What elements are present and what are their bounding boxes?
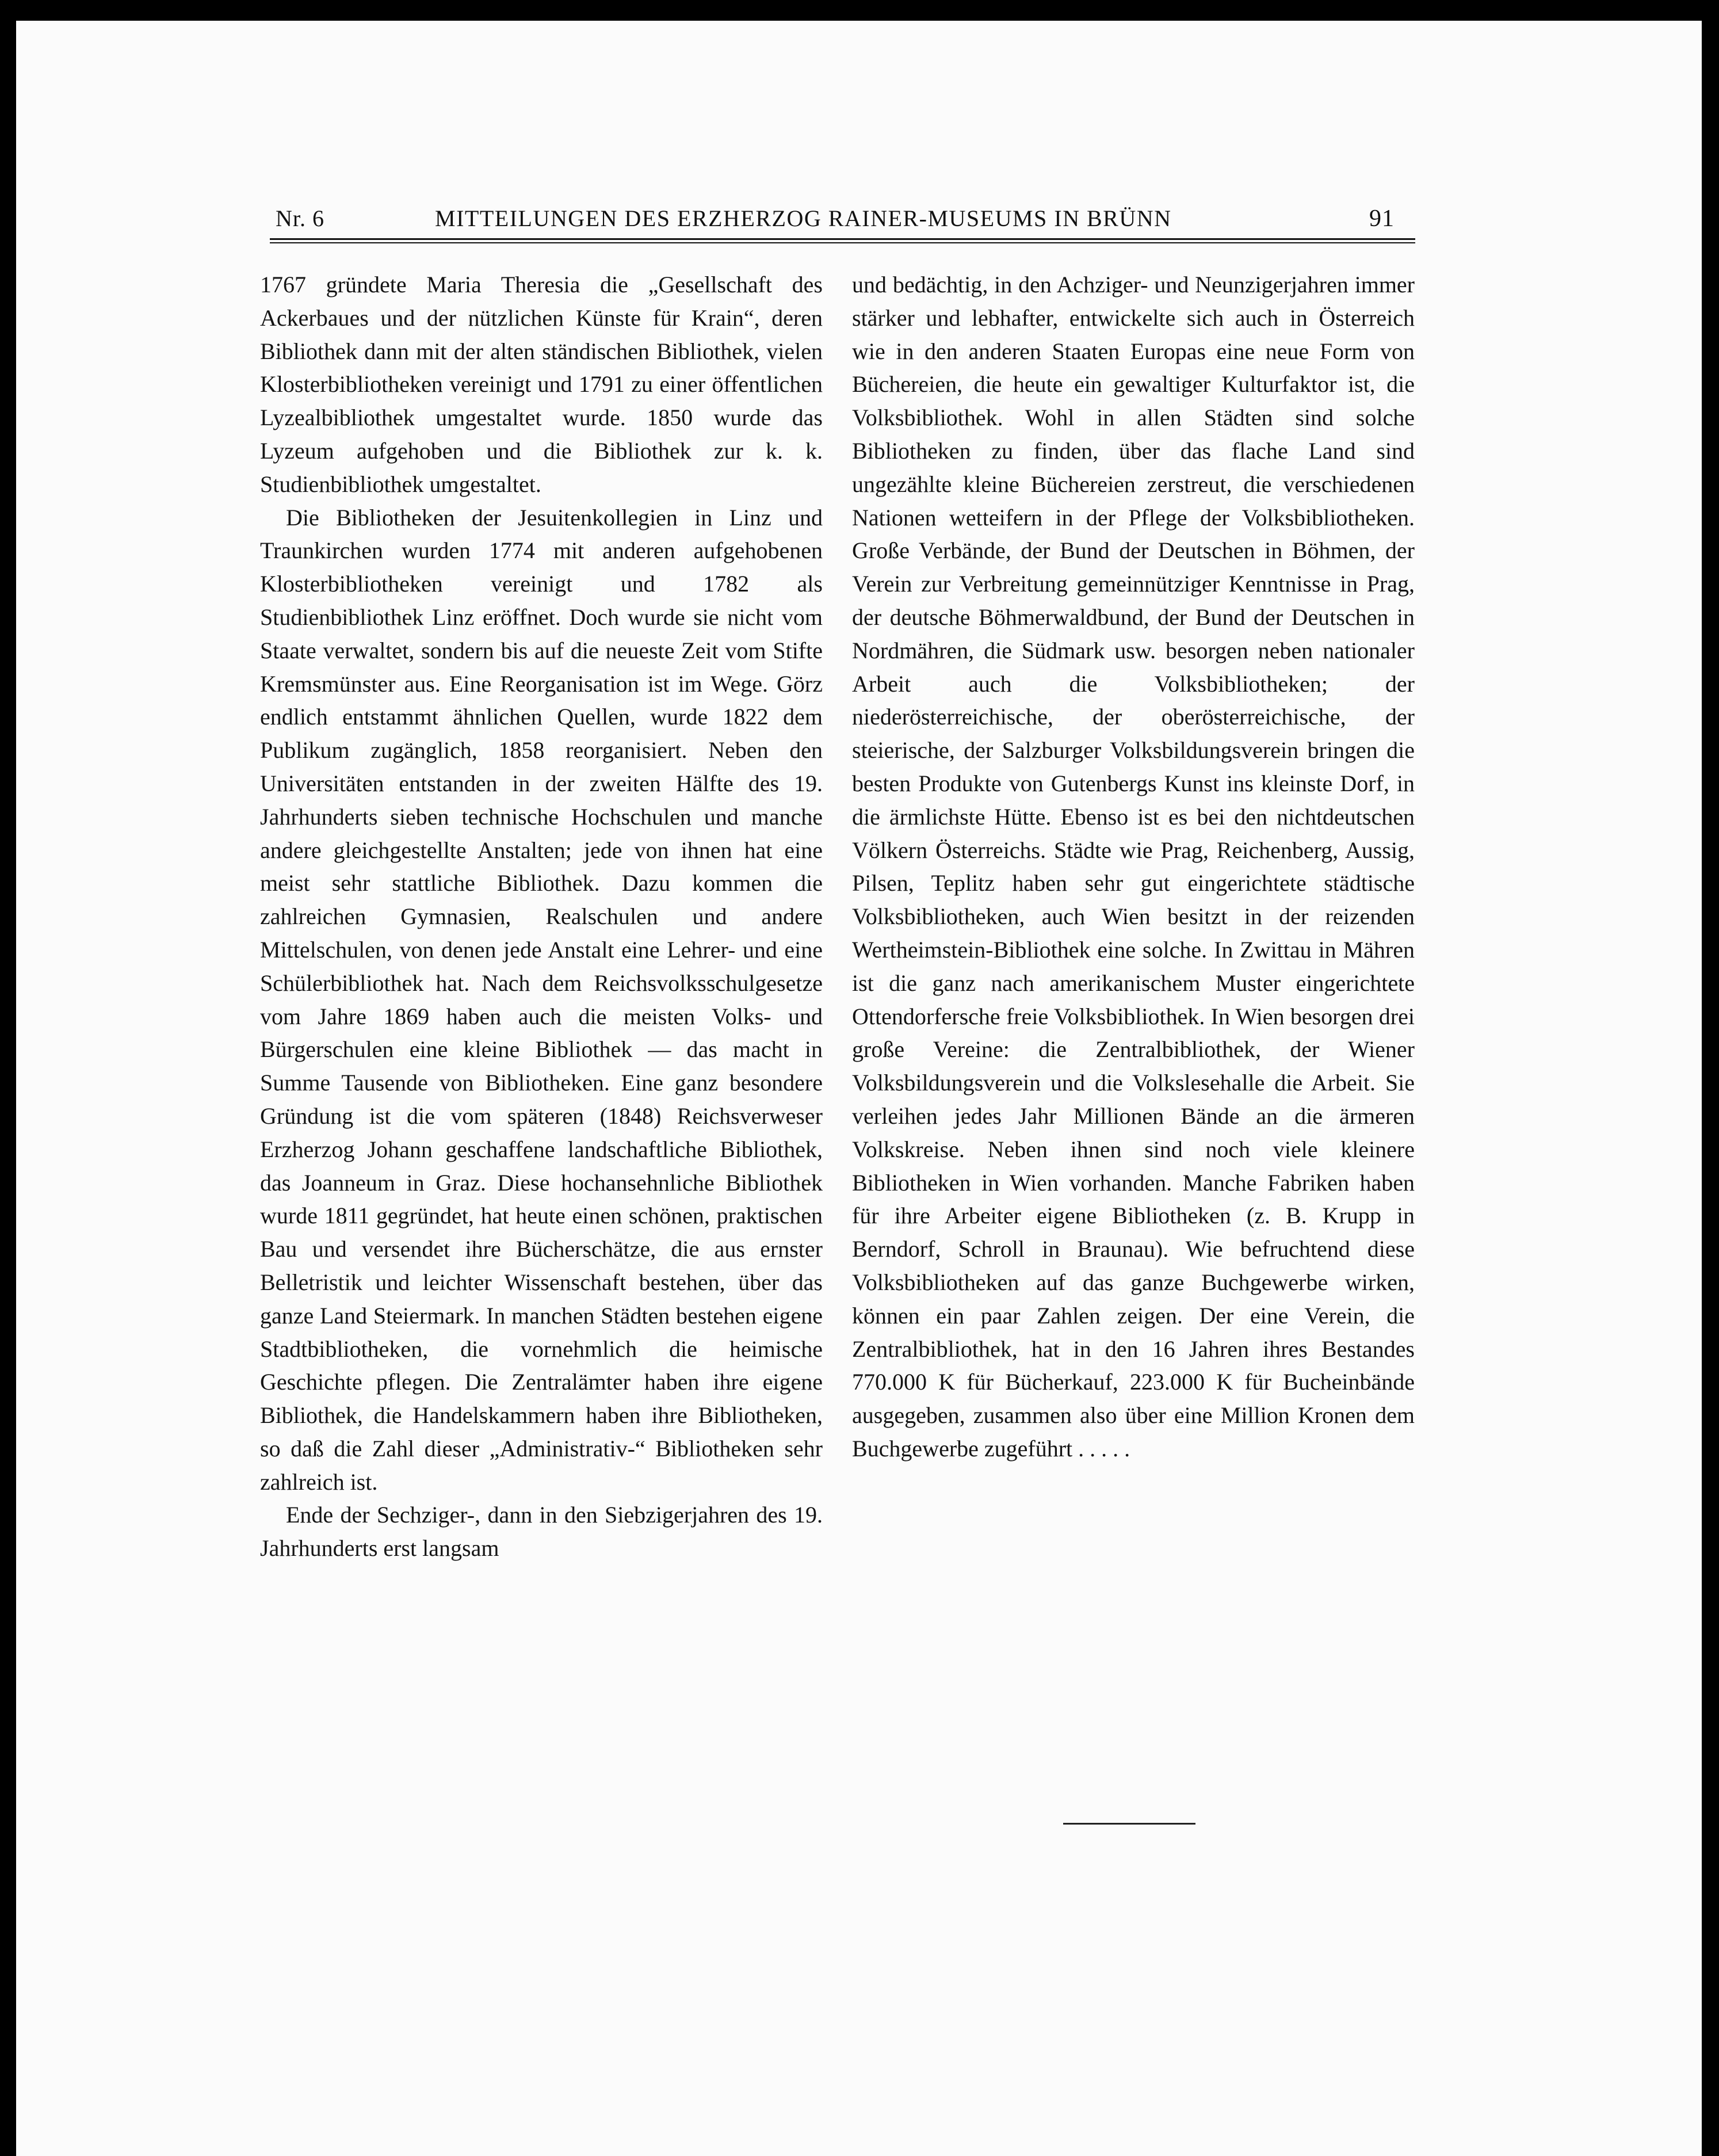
left-column — [260, 268, 823, 1565]
header-rule — [270, 238, 1415, 240]
journal-title: MITTEILUNGEN DES ERZHERZOG RAINER-MUSEUMS IN BRÜNN — [435, 205, 1172, 231]
page-number: 91 — [1369, 205, 1395, 232]
section-end-rule — [1063, 1823, 1195, 1825]
paragraph: Ende der Sechziger-, dann in den Siebzigerjahren des 19. Jahrhunderts erst langsam — [260, 1502, 823, 1562]
issue-number: Nr. 6 — [276, 205, 324, 231]
paragraph: und bedächtig, in den Achziger- und Neunzigerjahren immer stärker und lebhafter, entwickelte sich auch in Österreich wie in den anderen Staaten Europas eine neue Form von Büchereien, die heute ein gewaltiger Kulturfaktor ist, die Volksbibliothek. Wohl in allen Städten sind solche Bibliotheken zu finden, über das flache Land sind ungezählte kleine Büchereien zerstreut, die verschiedenen Nationen wetteifern in der Pflege der Volksbibliotheken. Große Verbände, der Bund der Deutschen in Böhmen, der Verein zur Verbreitung gemeinnütziger Kenntnisse in Prag, der deutsche Böhmerwaldbund, der Bund der Deutschen in Nordmähren, die Südmark usw. besorgen neben nationaler Arbeit auch die Volksbibliotheken; der niederösterreichische, der oberösterreichische, der steierische, der Salzburger Volksbildungsverein bringen die besten Produkte von Gutenbergs Kunst ins kleinste Dorf, in die ärmlichste Hütte. Ebenso ist es bei den nichtdeutschen Völkern Österreichs. Städte wie Prag, Reichenberg, Aussig, Pilsen, Teplitz haben sehr gut eingerichtete städtische Volksbibliotheken, auch Wien besitzt in der reizenden Wertheimstein-Bibliothek eine solche. In Zwittau in Mähren ist die ganz nach amerikanischem Muster eingerichtete Ottendorfersche freie Volksbibliothek. In Wien besorgen drei große Vereine: die Zentralbibliothek, der Wiener Volksbildungsverein und die Volkslesehalle die Arbeit. Sie verleihen jedes Jahr Millionen Bände an die ärmeren Volkskreise. Neben ihnen sind noch viele kleinere Bibliotheken in Wien vorhanden. Manche Fabriken haben für ihre Arbeiter eigene Bibliotheken (z. B. Krupp in Berndorf, Schroll in Braunau). Wie befruchtend diese Volksbibliotheken auf das ganze Buchgewerbe wirken, können ein paar Zahlen zeigen. Der eine Verein, die Zentralbibliothek, hat in den 16 Jahren ihres Bestandes 770.000 K für Bücherkauf, 223.000 K für Bucheinbände ausgegeben, zusammen also über eine Million Kronen dem Buchgewerbe zugeführt . . . . . — [852, 272, 1415, 1461]
paragraph: Die Bibliotheken der Jesuitenkollegien in Linz und Traunkirchen wurden 1774 mit anderen aufgehobenen Klosterbibliotheken vereinigt und 1782 als Studienbibliothek Linz eröffnet. Doch wurde sie nicht vom Staate verwaltet, sondern bis auf die neueste Zeit vom Stifte Kremsmünster aus. Eine Reorganisation ist im Wege. Görz endlich entstammt ähnlichen Quellen, wurde 1822 dem Publikum zugänglich, 1858 reorganisiert. Neben den Universitäten entstanden in der zweiten Hälfte des 19. Jahrhunderts sieben technische Hochschulen und manche andere gleichgestellte Anstalten; jede von ihnen hat eine meist sehr stattliche Bibliothek. Dazu kommen die zahlreichen Gymnasien, Realschulen und andere Mittelschulen, von denen jede Anstalt eine Lehrer- und eine Schülerbibliothek hat. Nach dem Reichsvolksschulgesetze vom Jahre 1869 haben auch die meisten Volks- und Bürgerschulen eine kleine Bibliothek — das macht in Summe Tausende von Bibliotheken. Eine ganz besondere Gründung ist die vom späteren (1848) Reichsverweser Erzherzog Johann geschaffene landschaftliche Bibliothek, das Joanneum in Graz. Diese hochansehnliche Bibliothek wurde 1811 gegründet, hat heute einen schönen, praktischen Bau und versendet ihre Bücherschätze, die aus ernster Belletristik und leichter Wissenschaft bestehen, über das ganze Land Steiermark. In manchen Städten bestehen eigene Stadtbibliotheken, die vornehmlich die heimische Geschichte pflegen. Die Zentralämter haben ihre eigene Bibliothek, die Handelskammern haben ihre Bibliotheken, so daß die Zahl dieser „Administrativ-“ Bibliotheken sehr zahlreich ist. — [260, 504, 823, 1495]
right-column — [852, 268, 1415, 1466]
paragraph: 1767 gründete Maria Theresia die „Gesellschaft des Ackerbaues und der nützlichen Künste für Krain“, deren Bibliothek dann mit der alten ständischen Bibliothek, vielen Klosterbibliotheken vereinigt und 1791 zu einer öffentlichen Lyzealbibliothek umgestaltet wurde. 1850 wurde das Lyzeum aufgehoben und die Bibliothek zur k. k. Studienbibliothek umgestaltet. — [260, 272, 823, 497]
header-rule-thin — [270, 242, 1415, 243]
running-header — [270, 200, 1415, 238]
